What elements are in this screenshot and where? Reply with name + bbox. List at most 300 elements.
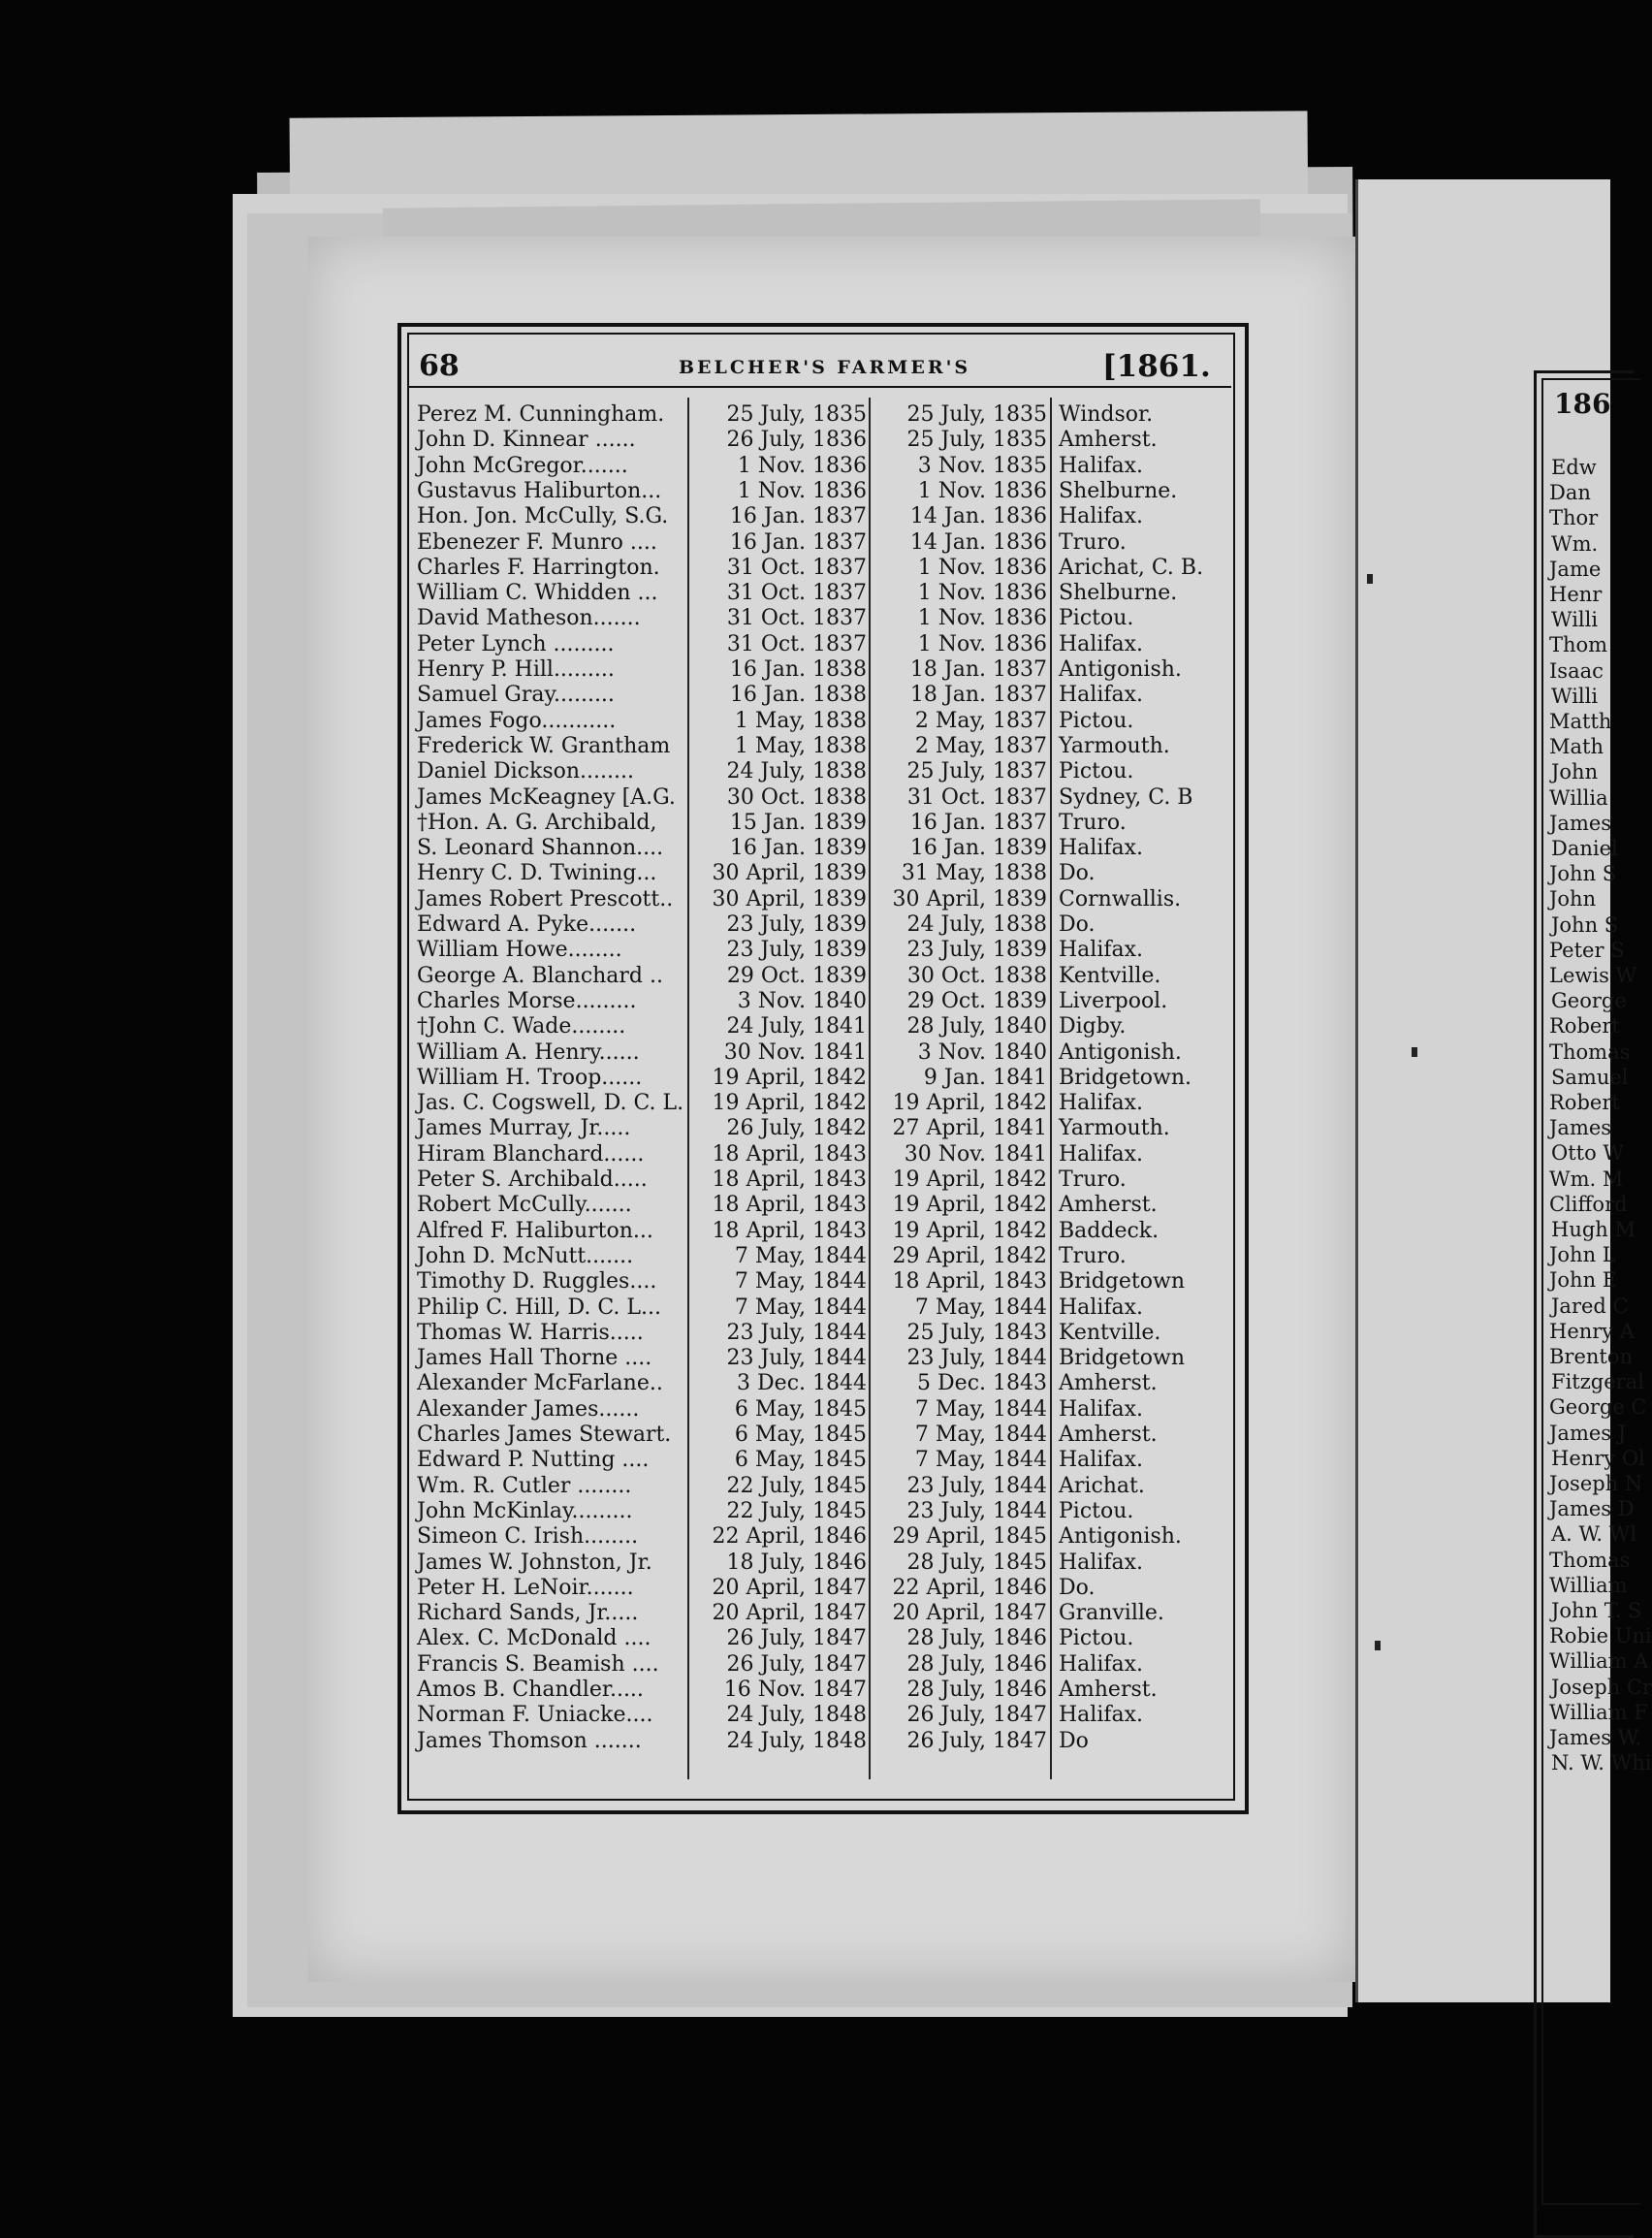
row-date-2: 26 July, 1847 — [906, 1728, 1047, 1753]
table-row — [417, 556, 1241, 581]
row-date-1: 16 Jan. 1838 — [729, 683, 867, 708]
row-date-1: 1 May, 1838 — [734, 733, 867, 758]
table-row — [417, 1499, 1241, 1524]
row-date-1: 20 April, 1847 — [712, 1575, 867, 1600]
facing-page-name: Henry A — [1549, 1319, 1636, 1343]
row-place: Halifax. — [1059, 1141, 1144, 1167]
table-row — [417, 581, 1241, 606]
row-date-2: 23 July, 1844 — [906, 1498, 1047, 1523]
table-row — [417, 1193, 1241, 1218]
table-row — [417, 964, 1241, 989]
row-date-2: 9 Jan. 1841 — [923, 1065, 1047, 1090]
table-row — [417, 1142, 1241, 1167]
row-name: Charles F. Harrington. — [417, 555, 660, 580]
row-date-2: 22 April, 1846 — [892, 1575, 1047, 1600]
table-row — [417, 861, 1241, 886]
header-rule — [407, 386, 1231, 388]
row-date-1: 23 July, 1839 — [726, 938, 867, 963]
row-date-1: 30 Nov. 1841 — [723, 1039, 867, 1065]
table-row — [417, 1448, 1241, 1473]
row-place: Digby. — [1059, 1014, 1127, 1039]
facing-page-name: Robie Uni — [1549, 1624, 1652, 1648]
row-date-1: 24 July, 1848 — [726, 1703, 867, 1728]
row-date-2: 1 Nov. 1836 — [917, 631, 1047, 656]
row-place: Truro. — [1059, 810, 1127, 835]
row-date-2: 28 July, 1845 — [906, 1550, 1047, 1575]
row-name: William H. Troop...... — [417, 1065, 643, 1090]
row-date-2: 25 July, 1837 — [906, 759, 1047, 784]
row-date-2: 14 Jan. 1836 — [909, 529, 1047, 555]
table-row — [417, 530, 1241, 556]
table-row — [417, 1703, 1241, 1728]
row-name: Edward P. Nutting .... — [417, 1448, 650, 1473]
facing-page-name: A. W. Wl — [1551, 1522, 1637, 1547]
row-place: Halifax. — [1059, 683, 1144, 708]
row-date-1: 31 Oct. 1837 — [726, 555, 867, 580]
row-date-2: 29 Oct. 1839 — [906, 988, 1047, 1013]
row-date-1: 30 April, 1839 — [712, 886, 867, 911]
table-row — [417, 1551, 1241, 1576]
row-date-2: 1 Nov. 1836 — [917, 478, 1047, 503]
table-row — [417, 1626, 1241, 1651]
facing-page-name: Willi — [1551, 684, 1599, 708]
row-name: Jas. C. Cogswell, D. C. L. — [417, 1091, 684, 1116]
row-place: Amherst. — [1059, 1423, 1158, 1447]
row-date-1: 7 May, 1844 — [734, 1269, 867, 1295]
row-date-1: 26 July, 1847 — [726, 1626, 867, 1651]
row-name: Hiram Blanchard...... — [417, 1141, 645, 1167]
row-name: Timothy D. Ruggles.... — [417, 1269, 657, 1295]
row-name: Ebenezer F. Munro .... — [417, 529, 657, 555]
row-date-2: 28 July, 1840 — [906, 1014, 1047, 1039]
row-date-1: 16 Jan. 1837 — [729, 504, 867, 529]
row-name: William C. Whidden ... — [417, 581, 658, 606]
row-name: Richard Sands, Jr..... — [417, 1601, 639, 1626]
row-date-2: 18 Jan. 1837 — [909, 657, 1047, 682]
facing-page-name: Thom — [1549, 633, 1608, 657]
facing-page-name: William — [1549, 1573, 1628, 1597]
row-date-1: 24 July, 1848 — [726, 1728, 867, 1753]
table-row — [417, 1678, 1241, 1703]
row-place: Pictou. — [1059, 1498, 1134, 1523]
row-date-2: 19 April, 1842 — [892, 1193, 1047, 1218]
row-date-2: 7 May, 1844 — [914, 1396, 1047, 1422]
row-name: James W. Johnston, Jr. — [417, 1550, 652, 1575]
row-date-1: 31 Oct. 1837 — [726, 581, 867, 606]
row-place: Shelburne. — [1059, 478, 1178, 503]
row-date-1: 26 July, 1847 — [726, 1651, 867, 1677]
facing-page-name: Dan — [1549, 481, 1591, 505]
table-row — [417, 709, 1241, 734]
row-place: Baddeck. — [1059, 1218, 1160, 1243]
table-row — [417, 1066, 1241, 1091]
row-name: Henry C. D. Twining... — [417, 861, 657, 886]
row-place: Antigonish. — [1059, 657, 1182, 682]
row-date-2: 7 May, 1844 — [914, 1448, 1047, 1473]
row-place: Do. — [1059, 1575, 1096, 1600]
facing-page-name: Peter S — [1549, 938, 1625, 962]
row-place: Pictou. — [1059, 708, 1134, 733]
row-date-1: 22 April, 1846 — [712, 1524, 867, 1550]
row-date-2: 14 Jan. 1836 — [909, 504, 1047, 529]
page-year: [1861. — [1102, 349, 1211, 384]
row-date-1: 23 July, 1839 — [726, 912, 867, 937]
row-date-1: 29 Oct. 1839 — [726, 963, 867, 988]
row-place: Pictou. — [1059, 759, 1134, 784]
facing-page-name: Brenton — [1549, 1345, 1634, 1368]
facing-page-name: James — [1549, 811, 1612, 835]
facing-page-name: John — [1551, 760, 1599, 784]
facing-page-name: Robert — [1549, 1014, 1620, 1039]
page-number: 68 — [419, 349, 460, 383]
facing-page-name: James D — [1549, 1497, 1635, 1521]
row-date-2: 20 April, 1847 — [892, 1601, 1047, 1626]
row-date-1: 24 July, 1841 — [726, 1014, 867, 1039]
row-place: Amherst. — [1059, 1193, 1158, 1218]
row-date-2: 2 May, 1837 — [914, 733, 1047, 758]
facing-page-name: Willi — [1551, 608, 1599, 632]
row-date-2: 27 April, 1841 — [892, 1116, 1047, 1141]
facing-page-name: Joseph N — [1549, 1472, 1643, 1495]
row-name: Wm. R. Cutler ........ — [417, 1473, 632, 1498]
table-row — [417, 734, 1241, 759]
row-date-1: 22 July, 1845 — [726, 1473, 867, 1498]
row-name: James McKeagney [A.G. — [417, 784, 676, 810]
table-row — [417, 606, 1241, 631]
facing-page-name: William F — [1549, 1700, 1648, 1724]
table-row — [417, 1729, 1241, 1754]
table-row — [417, 1474, 1241, 1499]
facing-page-name: Edw — [1551, 456, 1597, 479]
table-row — [417, 1346, 1241, 1371]
row-date-1: 23 July, 1844 — [726, 1346, 867, 1371]
row-date-2: 25 July, 1843 — [906, 1320, 1047, 1345]
row-place: Bridgetown. — [1059, 1065, 1191, 1090]
row-date-1: 18 April, 1843 — [712, 1218, 867, 1243]
row-name: James Robert Prescott.. — [417, 886, 674, 911]
facing-page-name: Lewis W — [1549, 964, 1637, 987]
row-date-2: 23 July, 1844 — [906, 1473, 1047, 1498]
row-name: James Hall Thorne .... — [417, 1346, 652, 1371]
facing-page-name: Thomas — [1549, 1039, 1631, 1064]
table-row — [417, 1397, 1241, 1423]
row-date-1: 20 April, 1847 — [712, 1601, 867, 1626]
table-row — [417, 657, 1241, 683]
row-name: †Hon. A. G. Archibald, — [417, 810, 657, 835]
row-date-2: 28 July, 1846 — [906, 1651, 1047, 1677]
table-row — [417, 402, 1241, 428]
row-date-2: 19 April, 1842 — [892, 1218, 1047, 1243]
row-date-2: 1 Nov. 1836 — [917, 555, 1047, 580]
row-name: John McGregor....... — [417, 453, 628, 478]
row-date-1: 18 April, 1843 — [712, 1193, 867, 1218]
table-row — [417, 989, 1241, 1014]
row-place: Pictou. — [1059, 1626, 1134, 1651]
facing-page-name: John S — [1551, 912, 1619, 937]
table-row — [417, 1167, 1241, 1193]
row-place: Amherst. — [1059, 428, 1158, 453]
row-place: Bridgetown — [1059, 1269, 1185, 1295]
table-row — [417, 1321, 1241, 1346]
row-place: Do — [1059, 1728, 1089, 1753]
print-speck — [1367, 574, 1373, 584]
table-row — [417, 1295, 1241, 1321]
table-row — [417, 836, 1241, 861]
row-date-2: 1 Nov. 1836 — [917, 581, 1047, 606]
table-row — [417, 1244, 1241, 1269]
row-place: Arichat, C. B. — [1059, 555, 1204, 580]
row-name: David Matheson....... — [417, 606, 641, 631]
facing-page-name: Daniel — [1551, 837, 1618, 860]
facing-page-name: John — [1549, 887, 1597, 911]
row-date-1: 3 Nov. 1840 — [737, 988, 867, 1013]
facing-page-name: Henry Ol — [1551, 1446, 1645, 1470]
row-date-1: 23 July, 1844 — [726, 1320, 867, 1345]
facing-page-name: William A — [1549, 1649, 1649, 1674]
row-date-1: 6 May, 1845 — [734, 1396, 867, 1422]
row-place: Kentville. — [1059, 1320, 1161, 1345]
row-date-2: 29 April, 1842 — [892, 1243, 1047, 1268]
table-row — [417, 1040, 1241, 1066]
table-row — [417, 785, 1241, 811]
row-place: Amherst. — [1059, 1678, 1158, 1702]
row-date-1: 22 July, 1845 — [726, 1498, 867, 1523]
facing-page-name: John T. S — [1551, 1599, 1642, 1622]
table-row — [417, 504, 1241, 529]
facing-page-name: N. W. Whi — [1551, 1751, 1652, 1775]
row-date-2: 7 May, 1844 — [914, 1295, 1047, 1320]
table-row — [417, 1269, 1241, 1295]
row-name: Alexander James...... — [417, 1396, 640, 1422]
row-name: William Howe........ — [417, 938, 622, 963]
row-date-1: 6 May, 1845 — [734, 1448, 867, 1473]
row-name: Gustavus Haliburton... — [417, 478, 662, 503]
row-place: Halifax. — [1059, 1703, 1144, 1728]
facing-page-name: Willia — [1549, 785, 1608, 810]
table-row — [417, 454, 1241, 479]
row-name: Alexander McFarlane.. — [417, 1371, 663, 1396]
table-row — [417, 1014, 1241, 1039]
facing-page-name: Samuel — [1551, 1065, 1629, 1089]
row-date-1: 16 Jan. 1839 — [729, 836, 867, 861]
row-name: Robert McCully....... — [417, 1193, 632, 1218]
row-date-1: 6 May, 1845 — [734, 1423, 867, 1447]
table-row — [417, 1576, 1241, 1601]
row-date-2: 23 July, 1839 — [906, 938, 1047, 963]
table-row — [417, 1652, 1241, 1678]
facing-page-name: George C — [1549, 1395, 1647, 1420]
row-name: Norman F. Uniacke.... — [417, 1703, 653, 1728]
row-name: S. Leonard Shannon.... — [417, 836, 664, 861]
row-place: Halifax. — [1059, 836, 1144, 861]
facing-page-name: Wm. M — [1549, 1167, 1624, 1191]
row-date-1: 1 Nov. 1836 — [737, 478, 867, 503]
row-place: Yarmouth. — [1059, 733, 1170, 758]
row-date-1: 16 Jan. 1837 — [729, 529, 867, 555]
row-name: John McKinlay......... — [417, 1498, 633, 1523]
row-date-1: 15 Jan. 1839 — [729, 810, 867, 835]
row-date-2: 3 Nov. 1835 — [917, 453, 1047, 478]
print-speck — [1412, 1047, 1417, 1057]
row-name: Peter Lynch ......... — [417, 631, 615, 656]
row-place: Sydney, C. B — [1059, 784, 1193, 810]
table-row — [417, 912, 1241, 938]
row-place: Do. — [1059, 912, 1096, 937]
row-name: †John C. Wade........ — [417, 1014, 626, 1039]
row-name: Alfred F. Haliburton... — [417, 1218, 653, 1243]
row-date-1: 7 May, 1844 — [734, 1243, 867, 1268]
facing-page-name: Otto W — [1551, 1141, 1624, 1166]
row-name: Peter H. LeNoir....... — [417, 1575, 634, 1600]
row-place: Truro. — [1059, 1243, 1127, 1268]
row-place: Halifax. — [1059, 453, 1144, 478]
facing-page-name: James — [1549, 1116, 1612, 1140]
facing-page-name: John S — [1549, 862, 1617, 886]
row-place: Halifax. — [1059, 631, 1144, 656]
row-date-1: 19 April, 1842 — [712, 1091, 867, 1116]
row-name: Daniel Dickson........ — [417, 759, 634, 784]
row-date-1: 16 Jan. 1838 — [729, 657, 867, 682]
row-date-1: 26 July, 1842 — [726, 1116, 867, 1141]
print-speck — [1375, 1641, 1381, 1650]
row-date-1: 30 April, 1839 — [712, 861, 867, 886]
row-name: Francis S. Beamish .... — [417, 1651, 659, 1677]
row-name: Hon. Jon. McCully, S.G. — [417, 504, 669, 529]
row-place: Kentville. — [1059, 963, 1161, 988]
row-name: Thomas W. Harris..... — [417, 1320, 644, 1345]
facing-page-name: Jared C — [1551, 1294, 1629, 1318]
facing-page-name: John E — [1549, 1268, 1618, 1293]
row-date-1: 3 Dec. 1844 — [737, 1371, 867, 1396]
facing-page-name: George — [1551, 989, 1627, 1013]
row-date-2: 25 July, 1835 — [906, 428, 1047, 453]
row-place: Windsor. — [1059, 402, 1154, 427]
facing-page-name: Thomas — [1549, 1548, 1631, 1572]
row-date-1: 25 July, 1835 — [726, 402, 867, 427]
table-row — [417, 759, 1241, 784]
row-date-1: 18 April, 1843 — [712, 1167, 867, 1192]
row-place: Antigonish. — [1059, 1039, 1182, 1065]
row-date-2: 5 Dec. 1843 — [917, 1371, 1047, 1396]
row-place: Antigonish. — [1059, 1524, 1182, 1550]
row-name: Perez M. Cunningham. — [417, 402, 665, 427]
table-row — [417, 632, 1241, 657]
table-row — [417, 1423, 1241, 1448]
row-place: Yarmouth. — [1059, 1116, 1170, 1141]
table-row — [417, 811, 1241, 836]
facing-page-name: Clifford — [1549, 1192, 1628, 1216]
row-date-1: 24 July, 1838 — [726, 759, 867, 784]
row-date-2: 28 July, 1846 — [906, 1626, 1047, 1651]
row-place: Amherst. — [1059, 1371, 1158, 1396]
row-date-1: 19 April, 1842 — [712, 1065, 867, 1090]
row-date-2: 31 May, 1838 — [901, 861, 1047, 886]
row-name: James Fogo........... — [417, 708, 617, 733]
row-place: Halifax. — [1059, 1448, 1144, 1473]
facing-page-name: Isaac — [1549, 658, 1604, 683]
facing-page-name: Thor — [1549, 506, 1599, 530]
row-name: John D. Kinnear ...... — [417, 428, 636, 453]
row-date-2: 30 Oct. 1838 — [906, 963, 1047, 988]
row-date-2: 24 July, 1838 — [906, 912, 1047, 937]
row-place: Halifax. — [1059, 938, 1144, 963]
table-row — [417, 428, 1241, 453]
row-date-2: 18 April, 1843 — [892, 1269, 1047, 1295]
row-name: George A. Blanchard .. — [417, 963, 663, 988]
row-date-1: 31 Oct. 1837 — [726, 606, 867, 631]
row-place: Halifax. — [1059, 1651, 1144, 1677]
table-row — [417, 887, 1241, 912]
row-date-2: 30 Nov. 1841 — [904, 1141, 1047, 1167]
table-row — [417, 938, 1241, 963]
row-date-2: 18 Jan. 1837 — [909, 683, 1047, 708]
row-place: Halifax. — [1059, 1550, 1144, 1575]
facing-page-name: Hugh M — [1551, 1218, 1636, 1241]
facing-page-name: James W. — [1549, 1726, 1642, 1749]
row-date-2: 1 Nov. 1836 — [917, 606, 1047, 631]
row-date-2: 19 April, 1842 — [892, 1091, 1047, 1116]
row-date-2: 16 Jan. 1837 — [909, 810, 1047, 835]
row-name: Charles James Stewart. — [417, 1423, 672, 1447]
row-name: Amos B. Chandler..... — [417, 1678, 644, 1702]
row-date-2: 7 May, 1844 — [914, 1423, 1047, 1447]
row-place: Liverpool. — [1059, 988, 1168, 1013]
row-name: Henry P. Hill......... — [417, 657, 615, 682]
facing-page-name: Joseph Cr — [1551, 1675, 1652, 1699]
facing-page-year: 186 — [1554, 388, 1611, 420]
row-name: William A. Henry...... — [417, 1039, 640, 1065]
row-date-2: 2 May, 1837 — [914, 708, 1047, 733]
row-place: Cornwallis. — [1059, 886, 1182, 911]
row-place: Shelburne. — [1059, 581, 1178, 606]
facing-page-name: James J — [1549, 1421, 1627, 1445]
row-date-1: 18 April, 1843 — [712, 1141, 867, 1167]
row-place: Truro. — [1059, 1167, 1127, 1192]
row-date-2: 16 Jan. 1839 — [909, 836, 1047, 861]
row-name: Simeon C. Irish........ — [417, 1524, 639, 1550]
facing-page-name: John L — [1549, 1243, 1616, 1267]
row-place: Arichat. — [1059, 1473, 1145, 1498]
row-name: Alex. C. McDonald .... — [417, 1626, 651, 1651]
row-place: Pictou. — [1059, 606, 1134, 631]
row-date-1: 30 Oct. 1838 — [726, 784, 867, 810]
facing-page-name: Wm. — [1551, 531, 1599, 556]
table-row — [417, 1601, 1241, 1626]
row-date-2: 19 April, 1842 — [892, 1167, 1047, 1192]
page-title: BELCHER'S FARMER'S — [679, 357, 971, 378]
table-row — [417, 1371, 1241, 1396]
row-name: John D. McNutt....... — [417, 1243, 634, 1268]
facing-page-name: Henr — [1549, 583, 1603, 606]
row-date-2: 26 July, 1847 — [906, 1703, 1047, 1728]
row-place: Halifax. — [1059, 1295, 1144, 1320]
row-date-2: 23 July, 1844 — [906, 1346, 1047, 1371]
table-row — [417, 683, 1241, 708]
row-date-1: 31 Oct. 1837 — [726, 631, 867, 656]
row-date-1: 7 May, 1844 — [734, 1295, 867, 1320]
table-row — [417, 1091, 1241, 1116]
row-place: Halifax. — [1059, 504, 1144, 529]
row-place: Halifax. — [1059, 1396, 1144, 1422]
row-place: Truro. — [1059, 529, 1127, 555]
table-row — [417, 1116, 1241, 1141]
row-place: Halifax. — [1059, 1091, 1144, 1116]
row-name: Peter S. Archibald..... — [417, 1167, 648, 1192]
row-name: James Thomson ....... — [417, 1728, 642, 1753]
facing-page-name: Math — [1549, 735, 1604, 759]
row-name: James Murray, Jr..... — [417, 1116, 631, 1141]
row-name: Philip C. Hill, D. C. L... — [417, 1295, 661, 1320]
